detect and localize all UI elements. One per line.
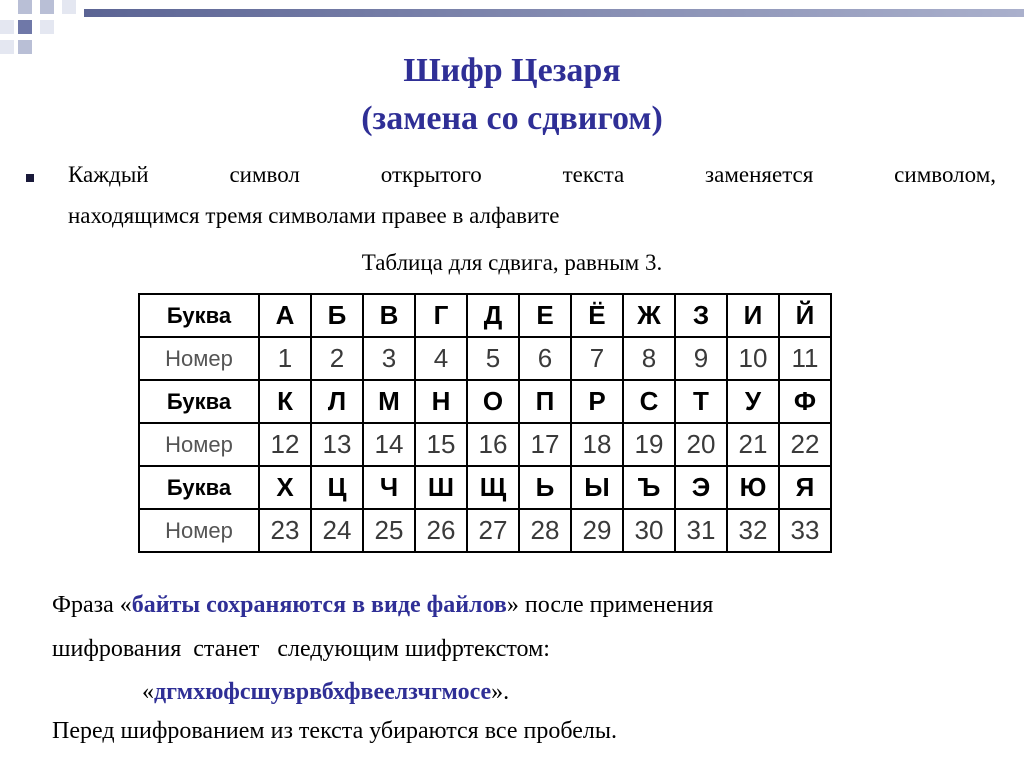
example-line-1 bbox=[52, 592, 713, 619]
letter-cell: Ы bbox=[571, 466, 623, 509]
letter-cell: У bbox=[727, 380, 779, 423]
number-cell: 21 bbox=[727, 423, 779, 466]
cipher-close-quote: ». bbox=[491, 679, 510, 705]
number-row-label: Номер bbox=[139, 337, 259, 380]
table-caption: Таблица для сдвига, равным 3. bbox=[361, 250, 663, 275]
letters-row bbox=[139, 466, 831, 509]
decor-square bbox=[18, 0, 32, 14]
bullet-text-line-1: Каждый символ открытого текста заменяется символом, bbox=[68, 162, 996, 187]
letter-cell: П bbox=[519, 380, 571, 423]
number-cell: 22 bbox=[779, 423, 831, 466]
letter-cell: О bbox=[467, 380, 519, 423]
letter-cell: Е bbox=[519, 294, 571, 337]
example-phrase: байты сохраняются в виде файлов bbox=[131, 592, 507, 618]
example-line-2: шифрования станет следующим шифртекстом: bbox=[52, 636, 550, 662]
letter-cell: Ь bbox=[519, 466, 571, 509]
letter-cell: Ц bbox=[311, 466, 363, 509]
number-row-label: Номер bbox=[139, 423, 259, 466]
letters-row bbox=[139, 294, 831, 337]
letter-cell: Ф bbox=[779, 380, 831, 423]
letter-cell: Ю bbox=[727, 466, 779, 509]
number-cell: 18 bbox=[571, 423, 623, 466]
letter-cell: К bbox=[259, 380, 311, 423]
slide-subtitle: (замена со сдвигом) bbox=[361, 100, 663, 137]
number-cell: 24 bbox=[311, 509, 363, 552]
letter-cell: З bbox=[675, 294, 727, 337]
decor-square bbox=[40, 20, 54, 34]
letter-cell: Ж bbox=[623, 294, 675, 337]
number-cell: 29 bbox=[571, 509, 623, 552]
number-cell: 30 bbox=[623, 509, 675, 552]
numbers-row bbox=[139, 423, 831, 466]
number-cell: 27 bbox=[467, 509, 519, 552]
cipher-text: дгмхюфсшуврвбхфвеелзчгмосе bbox=[154, 679, 492, 705]
letter-cell: Н bbox=[415, 380, 467, 423]
letter-cell: В bbox=[363, 294, 415, 337]
number-cell: 9 bbox=[675, 337, 727, 380]
number-cell: 23 bbox=[259, 509, 311, 552]
number-cell: 7 bbox=[571, 337, 623, 380]
letter-cell: Л bbox=[311, 380, 363, 423]
letter-cell: Д bbox=[467, 294, 519, 337]
letter-cell: Г bbox=[415, 294, 467, 337]
number-cell: 8 bbox=[623, 337, 675, 380]
letters-row bbox=[139, 380, 831, 423]
letter-cell: М bbox=[363, 380, 415, 423]
letter-row-label: Буква bbox=[139, 466, 259, 509]
letter-cell: И bbox=[727, 294, 779, 337]
number-cell: 28 bbox=[519, 509, 571, 552]
number-cell: 16 bbox=[467, 423, 519, 466]
number-cell: 32 bbox=[727, 509, 779, 552]
decor-square bbox=[40, 0, 54, 14]
example-suffix: » после применения bbox=[506, 592, 714, 618]
number-cell: 2 bbox=[311, 337, 363, 380]
letter-cell: Й bbox=[779, 294, 831, 337]
number-cell: 26 bbox=[415, 509, 467, 552]
number-cell: 4 bbox=[415, 337, 467, 380]
bullet-marker-icon bbox=[26, 174, 34, 182]
decor-square bbox=[0, 20, 14, 34]
example-line-4: Перед шифрованием из текста убираются все пробелы. bbox=[52, 718, 617, 744]
letter-cell: Х bbox=[259, 466, 311, 509]
letter-cell: Б bbox=[311, 294, 363, 337]
number-cell: 13 bbox=[311, 423, 363, 466]
slide-title: Шифр Цезаря bbox=[403, 52, 621, 89]
letter-row-label: Буква bbox=[139, 380, 259, 423]
number-row-label: Номер bbox=[139, 509, 259, 552]
example-prefix: Фраза « bbox=[52, 592, 132, 618]
number-cell: 25 bbox=[363, 509, 415, 552]
number-cell: 20 bbox=[675, 423, 727, 466]
letter-cell: Ё bbox=[571, 294, 623, 337]
letter-cell: Ч bbox=[363, 466, 415, 509]
number-cell: 12 bbox=[259, 423, 311, 466]
decor-square bbox=[62, 0, 76, 14]
number-cell: 31 bbox=[675, 509, 727, 552]
bullet-text-line-2: находящимся тремя символами правее в алфавите bbox=[68, 203, 560, 228]
letter-cell: Т bbox=[675, 380, 727, 423]
number-cell: 5 bbox=[467, 337, 519, 380]
letter-row-label: Буква bbox=[139, 294, 259, 337]
numbers-row bbox=[139, 509, 831, 552]
number-cell: 3 bbox=[363, 337, 415, 380]
letter-cell: Р bbox=[571, 380, 623, 423]
letter-cell: Я bbox=[779, 466, 831, 509]
letter-cell: Ъ bbox=[623, 466, 675, 509]
letter-cell: Э bbox=[675, 466, 727, 509]
example-line-3 bbox=[142, 679, 509, 706]
number-cell: 11 bbox=[779, 337, 831, 380]
number-cell: 15 bbox=[415, 423, 467, 466]
letter-cell: Ш bbox=[415, 466, 467, 509]
numbers-row bbox=[139, 337, 831, 380]
cipher-open-quote: « bbox=[142, 679, 154, 705]
letter-cell: С bbox=[623, 380, 675, 423]
decor-square bbox=[18, 20, 32, 34]
shift-table bbox=[138, 293, 832, 553]
top-accent-bar bbox=[84, 9, 1024, 17]
letter-cell: Щ bbox=[467, 466, 519, 509]
number-cell: 10 bbox=[727, 337, 779, 380]
number-cell: 1 bbox=[259, 337, 311, 380]
letter-cell: А bbox=[259, 294, 311, 337]
number-cell: 6 bbox=[519, 337, 571, 380]
number-cell: 14 bbox=[363, 423, 415, 466]
number-cell: 33 bbox=[779, 509, 831, 552]
number-cell: 19 bbox=[623, 423, 675, 466]
number-cell: 17 bbox=[519, 423, 571, 466]
